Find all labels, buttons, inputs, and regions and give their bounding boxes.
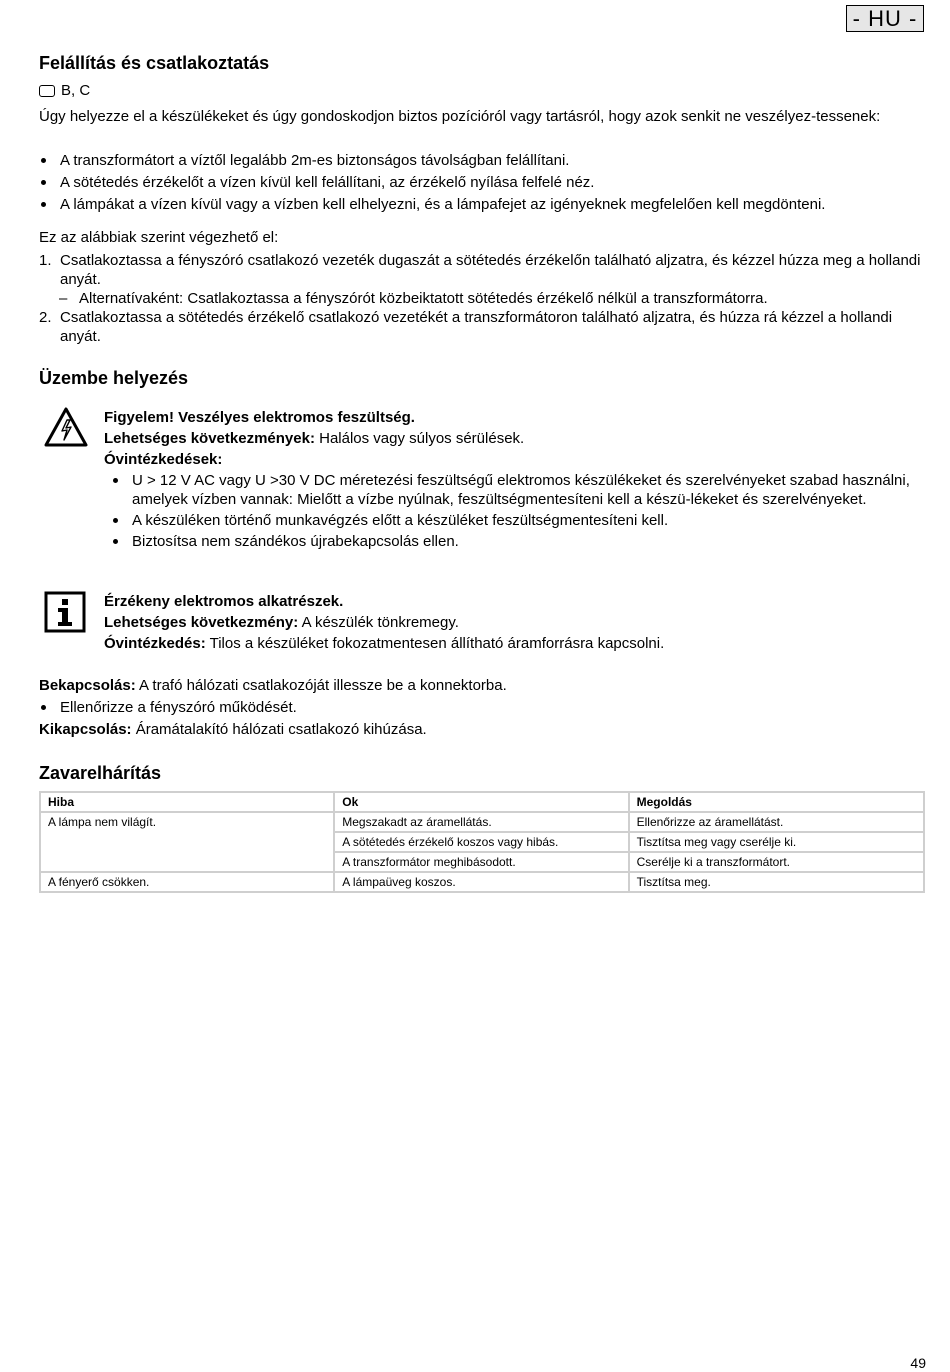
step-number: 2. [39,309,52,326]
cause-cell: A sötétedés érzékelő koszos vagy hibás. [334,832,628,852]
language-badge: - HU - [846,5,924,32]
sub-dash: – [59,290,68,307]
warning-consequence-text: Halálos vagy súlyos sérülések. [314,430,525,447]
list-item: Biztosítsa nem szándékos újrabekapcsolás ellen. [104,532,925,551]
notice-measure-label: Óvintézkedés: [104,635,206,652]
warning-heading: Figyelem! Veszélyes elektromos feszültség. [104,409,415,426]
warning-consequence-label: Lehetséges következmények: [104,430,315,447]
notice-measure-text: Tilos a készüléket fokozatmentesen állítható áramforrásra kapcsolni. [205,635,665,652]
setup-heading: Felállítás és csatlakoztatás [39,53,270,73]
table-header-row [40,792,924,812]
list-item [39,251,925,289]
switch-off-text: Áramátalakító hálózati csatlakozó kihúzása. [131,721,427,738]
list-item: A transzformátort a víztől legalább 2m-es biztonságos távolságban felállítani. [39,151,925,170]
information-icon [44,591,86,633]
switch-off-label: Kikapcsolás: [39,721,132,738]
list-item: Ellenőrizze a fényszóró működését. [39,698,925,717]
remedy-cell: Cserélje ki a transzformátort. [629,852,924,872]
fault-cell: A fényerő csökken. [40,872,334,892]
list-item [39,289,925,308]
fault-cell: A lámpa nem világít. [40,812,334,872]
table-row [40,812,924,832]
high-voltage-warning-icon [43,406,89,448]
setup-steps [39,251,925,346]
remedy-cell: Ellenőrizze az áramellátást. [629,812,924,832]
table-row [40,872,924,892]
switch-off-instruction [39,720,925,739]
list-item: A sötétedés érzékelőt a vízen kívül kell felállítani, az érzékelő nyílása felfelé néz. [39,173,925,192]
list-item [39,308,925,346]
notice-consequence [104,613,925,632]
warning-measures-label: Óvintézkedések: [104,451,223,468]
figure-reference [39,81,925,100]
switch-on-instruction [39,676,925,695]
step-number: 1. [39,252,52,269]
notice-measure [104,634,925,653]
figure-reference-label: B, C [61,82,91,99]
warning-measures-list [104,471,925,551]
setup-intro: Úgy helyezze el a készülékeket és úgy gondoskodjon biztos pozícióról vagy tartásról, hogy azok senkit ne veszélyez-tessenek: [39,108,881,125]
cause-cell: A lámpaüveg koszos. [334,872,628,892]
operation-heading: Üzembe helyezés [39,368,189,388]
remedy-cell: Tisztítsa meg. [629,872,924,892]
remedy-cell: Tisztítsa meg vagy cserélje ki. [629,832,924,852]
sub-step-text: Alternatívaként: Csatlakoztassa a fényszórót közbeiktatott sötétedés érzékelő nélkül a transzformátorra. [79,290,768,307]
notice-heading: Érzékeny elektromos alkatrészek. [104,593,344,610]
voltage-warning [104,408,925,553]
steps-intro: Ez az alábbiak szerint végezhető el: [39,229,279,246]
cause-cell: Megszakadt az áramellátás. [334,812,628,832]
switch-on-label: Bekapcsolás: [39,677,136,694]
step-text: Csatlakoztassa a fényszóró csatlakozó vezeték dugaszát a sötétedés érzékelőn található aljzatra, és kézzel húzza meg a hollandi anyát. [60,252,921,288]
component-notice [104,592,925,653]
cause-cell: A transzformátor meghibásodott. [334,852,628,872]
page-number: 49 [910,1355,926,1371]
setup-bullet-list [39,151,925,217]
notice-consequence-text: A készülék tönkremegy. [298,614,459,631]
notice-consequence-label: Lehetséges következmény: [104,614,299,631]
list-item: A lámpákat a vízen kívül vagy a vízben kell elhelyezni, és a lámpafejet az igényeknek megfelelően kell megdönteni. [39,195,925,214]
column-header: Ok [334,792,628,812]
switch-on-text: A trafó hálózati csatlakozóját illessze be a konnektorba. [135,677,507,694]
list-item: A készüléken történő munkavégzés előtt a készüléket feszültségmentesíteni kell. [104,511,925,530]
warning-consequence [104,429,925,448]
figure-icon [39,85,55,97]
list-item: U > 12 V AC vagy U >30 V DC méretezési feszültségű elektromos készülékeket és szerelvényeket szabad használni, amelyek vízben vannak: Mielőtt a vízbe nyúlnak, feszültségmentesíteni kell a készü-lékeket és szerelvényeket. [104,471,925,509]
column-header: Hiba [40,792,334,812]
troubleshooting-heading: Zavarelhárítás [39,763,162,783]
step-text: Csatlakoztassa a sötétedés érzékelő csatlakozó vezetékét a transzformátoron található aljzatra, és húzza rá kézzel a hollandi anyát. [60,309,893,345]
check-list [39,698,925,720]
column-header: Megoldás [629,792,924,812]
troubleshooting-table [39,791,925,893]
